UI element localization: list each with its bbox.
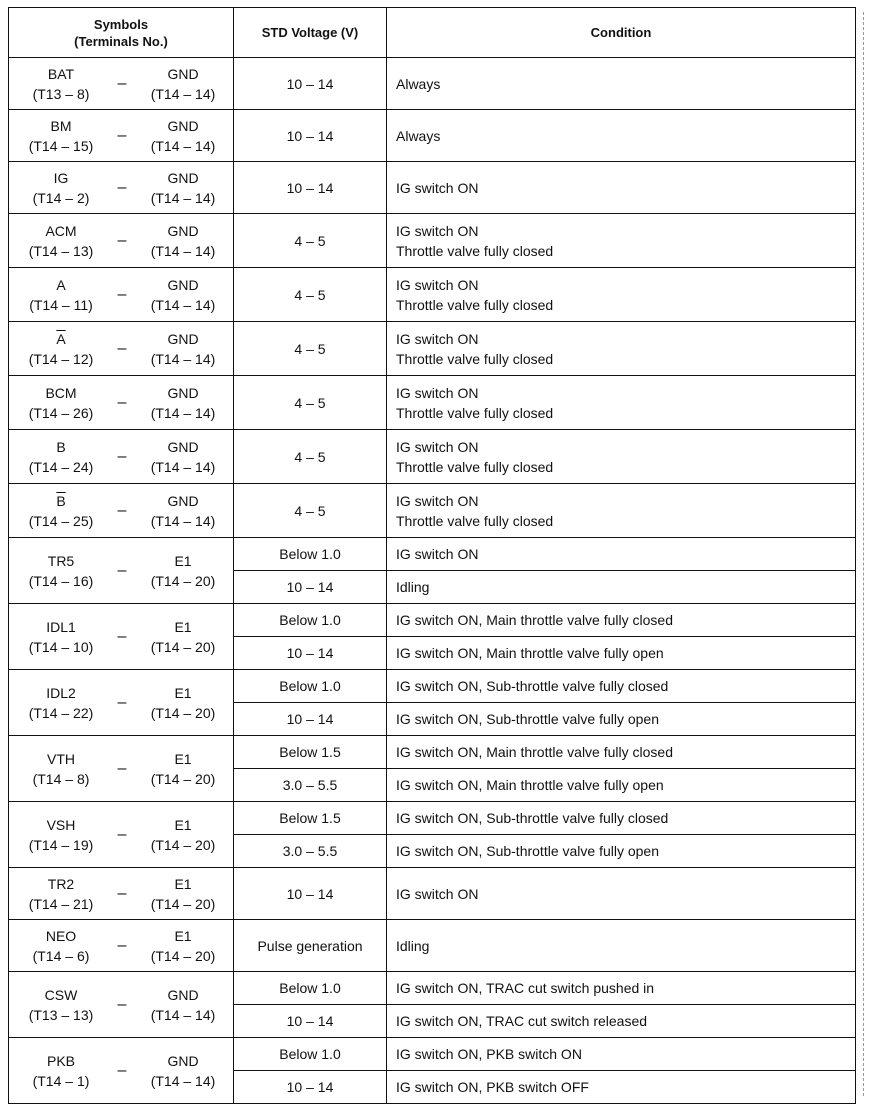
connector-dash: – xyxy=(117,1061,127,1079)
terminal-symbol: TR5 xyxy=(47,552,75,569)
std-voltage-cell: 10 – 14 xyxy=(234,637,387,670)
std-voltage-cell: Below 1.0 xyxy=(234,604,387,637)
header-condition: Condition xyxy=(387,8,856,58)
condition-line: IG switch ON, Sub-throttle valve fully open xyxy=(396,711,659,727)
condition-line: IG switch ON xyxy=(396,179,479,196)
terminal-ground xyxy=(139,874,227,914)
symbol-pair xyxy=(9,168,233,208)
condition-line: IG switch ON xyxy=(396,885,479,902)
table-body xyxy=(9,58,856,1104)
table-header xyxy=(9,8,856,58)
condition-line: IG switch ON, TRAC cut switch pushed in xyxy=(396,980,655,996)
terminal-signal xyxy=(17,1051,105,1091)
table-row xyxy=(9,430,856,484)
ground-terminal-number: (T14 – 14) xyxy=(150,242,216,259)
terminal-signal xyxy=(17,437,105,477)
symbol-cell xyxy=(9,376,234,430)
symbol-cell xyxy=(9,604,234,670)
table-row xyxy=(9,214,856,268)
terminal-symbol: BAT xyxy=(47,65,75,82)
connector-dash: – xyxy=(117,231,127,249)
std-voltage-cell: 10 – 14 xyxy=(234,58,387,110)
header-symbols-title: Symbols xyxy=(93,16,149,32)
symbol-pair xyxy=(9,275,233,315)
condition-line: IG switch ON xyxy=(396,492,479,509)
symbol-pair xyxy=(9,683,233,723)
terminal-ground xyxy=(139,749,227,789)
terminal-ground xyxy=(139,64,227,104)
symbol-cell xyxy=(9,430,234,484)
terminal-symbol: TR2 xyxy=(47,875,75,892)
ground-symbol: GND xyxy=(167,438,199,455)
condition-cell xyxy=(387,110,856,162)
condition-line: IG switch ON, Main throttle valve fully closed xyxy=(396,612,673,628)
terminal-ground xyxy=(139,683,227,723)
condition-cell xyxy=(387,58,856,110)
terminal-ground xyxy=(139,168,227,208)
terminal-number: (T14 – 11) xyxy=(29,296,93,313)
connector-dash: – xyxy=(117,447,127,465)
std-voltage-cell: 4 – 5 xyxy=(234,322,387,376)
terminal-signal xyxy=(17,749,105,789)
terminal-number: (T14 – 16) xyxy=(28,572,94,589)
condition-line: IG switch ON, Sub-throttle valve fully closed xyxy=(396,810,669,826)
std-voltage-cell: Below 1.0 xyxy=(234,670,387,703)
ground-terminal-number: (T14 – 14) xyxy=(150,296,216,313)
terminal-ground xyxy=(139,383,227,423)
terminal-number: (T14 – 19) xyxy=(28,836,94,853)
ground-terminal-number: (T14 – 14) xyxy=(150,85,216,102)
terminal-signal xyxy=(17,329,105,369)
symbol-cell xyxy=(9,972,234,1038)
symbol-cell xyxy=(9,670,234,736)
terminal-ground xyxy=(139,437,227,477)
ground-terminal-number: (T14 – 14) xyxy=(150,137,216,154)
terminal-number: (T14 – 12) xyxy=(28,350,94,367)
std-voltage-cell: 10 – 14 xyxy=(234,868,387,920)
terminal-ground xyxy=(139,926,227,966)
ground-symbol: GND xyxy=(167,222,199,239)
ground-symbol: GND xyxy=(167,65,199,82)
terminal-signal xyxy=(17,275,105,315)
symbol-pair xyxy=(9,221,233,261)
ground-terminal-number: (T14 – 14) xyxy=(150,1072,216,1089)
condition-cell xyxy=(387,736,856,769)
terminal-symbol: IDL1 xyxy=(46,618,76,635)
ground-terminal-number: (T14 – 14) xyxy=(150,189,216,206)
terminal-ground xyxy=(139,985,227,1025)
ground-symbol: GND xyxy=(167,1052,199,1069)
condition-cell xyxy=(387,637,856,670)
header-voltage: STD Voltage (V) xyxy=(234,8,387,58)
condition-cell xyxy=(387,835,856,868)
std-voltage-cell: 3.0 – 5.5 xyxy=(234,835,387,868)
terminal-signal xyxy=(17,491,105,531)
condition-cell xyxy=(387,162,856,214)
terminal-ground xyxy=(139,1051,227,1091)
terminal-ground xyxy=(139,221,227,261)
symbol-cell xyxy=(9,1038,234,1104)
terminal-symbol: $\overline{A}$ xyxy=(56,330,66,347)
condition-line: Idling xyxy=(396,579,430,595)
terminal-number: (T14 – 8) xyxy=(32,770,90,787)
page-edge-rule xyxy=(863,12,864,1096)
terminal-symbol: $\overline{B}$ xyxy=(56,492,66,509)
ground-terminal-number: (T14 – 14) xyxy=(150,512,216,529)
condition-line: Always xyxy=(396,75,441,92)
table-row xyxy=(9,1038,856,1071)
terminal-number: (T14 – 22) xyxy=(28,704,94,721)
ground-symbol: GND xyxy=(167,384,199,401)
ground-symbol: GND xyxy=(167,330,199,347)
symbol-pair xyxy=(9,1051,233,1091)
condition-cell xyxy=(387,1038,856,1071)
std-voltage-cell: 4 – 5 xyxy=(234,376,387,430)
std-voltage-cell: Below 1.0 xyxy=(234,538,387,571)
condition-line: IG switch ON xyxy=(396,384,479,401)
ground-symbol: E1 xyxy=(174,552,192,569)
ground-symbol: GND xyxy=(167,117,199,134)
ground-terminal-number: (T14 – 20) xyxy=(150,704,216,721)
terminal-number: (T14 – 26) xyxy=(28,404,94,421)
condition-cell xyxy=(387,430,856,484)
ground-terminal-number: (T14 – 20) xyxy=(150,836,216,853)
table-row xyxy=(9,670,856,703)
std-voltage-cell: Below 1.5 xyxy=(234,802,387,835)
terminal-number: (T14 – 21) xyxy=(28,895,94,912)
symbol-pair xyxy=(9,116,233,156)
condition-line: IG switch ON, TRAC cut switch released xyxy=(396,1013,648,1029)
connector-dash: – xyxy=(117,74,127,92)
ground-terminal-number: (T14 – 14) xyxy=(150,458,216,475)
terminal-symbol: B xyxy=(56,438,66,455)
table-row xyxy=(9,538,856,571)
std-voltage-cell: 4 – 5 xyxy=(234,430,387,484)
std-voltage-cell: 10 – 14 xyxy=(234,1071,387,1104)
connector-dash: – xyxy=(117,693,127,711)
terminal-number: (T13 – 13) xyxy=(28,1006,94,1023)
condition-line: IG switch ON, PKB switch ON xyxy=(396,1046,582,1062)
terminal-signal xyxy=(17,383,105,423)
condition-line: Throttle valve fully closed xyxy=(396,458,554,475)
ground-terminal-number: (T14 – 20) xyxy=(150,895,216,912)
connector-dash: – xyxy=(117,393,127,411)
terminal-number: (T14 – 2) xyxy=(32,189,90,206)
terminal-ground xyxy=(139,815,227,855)
symbol-cell xyxy=(9,538,234,604)
condition-line: IG switch ON xyxy=(396,276,479,293)
condition-line: IG switch ON, Main throttle valve fully open xyxy=(396,645,664,661)
ground-terminal-number: (T14 – 14) xyxy=(150,404,216,421)
condition-line: IG switch ON xyxy=(396,438,479,455)
symbol-cell xyxy=(9,736,234,802)
condition-line: IG switch ON xyxy=(396,546,479,562)
table-row xyxy=(9,268,856,322)
table-row xyxy=(9,972,856,1005)
std-voltage-cell: 10 – 14 xyxy=(234,1005,387,1038)
terminal-symbol: IDL2 xyxy=(46,684,76,701)
terminal-symbol: BCM xyxy=(45,384,77,401)
condition-cell xyxy=(387,920,856,972)
table-row xyxy=(9,736,856,769)
terminal-signal xyxy=(17,168,105,208)
std-voltage-cell: 10 – 14 xyxy=(234,162,387,214)
condition-line: IG switch ON, Main throttle valve fully open xyxy=(396,777,664,793)
symbol-cell xyxy=(9,484,234,538)
symbol-cell xyxy=(9,214,234,268)
ground-symbol: GND xyxy=(167,492,199,509)
condition-line: IG switch ON, Sub-throttle valve fully closed xyxy=(396,678,669,694)
symbol-cell xyxy=(9,802,234,868)
connector-dash: – xyxy=(117,561,127,579)
terminal-ground xyxy=(139,275,227,315)
std-voltage-cell: 10 – 14 xyxy=(234,703,387,736)
table-row xyxy=(9,162,856,214)
connector-dash: – xyxy=(117,936,127,954)
symbol-cell xyxy=(9,920,234,972)
std-voltage-cell: Below 1.0 xyxy=(234,1038,387,1071)
terminal-symbol: BM xyxy=(50,117,72,134)
condition-cell xyxy=(387,571,856,604)
ground-symbol: GND xyxy=(167,169,199,186)
terminal-number: (T14 – 1) xyxy=(32,1072,90,1089)
terminal-symbol: IG xyxy=(53,169,69,186)
symbol-pair xyxy=(9,815,233,855)
std-voltage-cell: 3.0 – 5.5 xyxy=(234,769,387,802)
terminal-ground xyxy=(139,491,227,531)
condition-line: Idling xyxy=(396,937,430,954)
terminal-symbol: VSH xyxy=(46,816,76,833)
condition-cell xyxy=(387,769,856,802)
terminal-signal xyxy=(17,116,105,156)
terminal-symbol: A xyxy=(56,276,66,293)
std-voltage-cell: Pulse generation xyxy=(234,920,387,972)
terminal-number: (T14 – 13) xyxy=(28,242,94,259)
condition-line: IG switch ON, Sub-throttle valve fully open xyxy=(396,843,659,859)
terminal-ground xyxy=(139,116,227,156)
std-voltage-cell: 4 – 5 xyxy=(234,268,387,322)
condition-cell xyxy=(387,703,856,736)
ground-terminal-number: (T14 – 14) xyxy=(150,1006,216,1023)
terminal-number: (T14 – 6) xyxy=(32,947,90,964)
terminal-signal xyxy=(17,221,105,261)
condition-cell xyxy=(387,214,856,268)
condition-cell xyxy=(387,802,856,835)
condition-cell xyxy=(387,868,856,920)
terminal-symbol: VTH xyxy=(47,750,75,767)
symbol-pair xyxy=(9,329,233,369)
condition-line: Throttle valve fully closed xyxy=(396,512,554,529)
symbol-cell xyxy=(9,268,234,322)
ground-symbol: E1 xyxy=(174,816,192,833)
ground-symbol: GND xyxy=(167,986,199,1003)
connector-dash: – xyxy=(117,825,127,843)
symbol-pair xyxy=(9,749,233,789)
symbol-cell xyxy=(9,110,234,162)
condition-line: Throttle valve fully closed xyxy=(396,242,554,259)
ground-terminal-number: (T14 – 14) xyxy=(150,350,216,367)
terminal-signal xyxy=(17,926,105,966)
symbol-pair xyxy=(9,437,233,477)
symbol-pair xyxy=(9,874,233,914)
terminal-signal xyxy=(17,64,105,104)
condition-line: Throttle valve fully closed xyxy=(396,296,554,313)
table-row xyxy=(9,604,856,637)
symbol-pair xyxy=(9,985,233,1025)
condition-cell xyxy=(387,604,856,637)
condition-cell xyxy=(387,322,856,376)
condition-line: IG switch ON, Main throttle valve fully closed xyxy=(396,744,673,760)
terminal-signal xyxy=(17,683,105,723)
condition-line: IG switch ON xyxy=(396,330,479,347)
condition-cell xyxy=(387,538,856,571)
ground-terminal-number: (T14 – 20) xyxy=(150,770,216,787)
terminal-signal xyxy=(17,551,105,591)
terminal-number: (T14 – 15) xyxy=(28,137,94,154)
terminal-ground xyxy=(139,329,227,369)
std-voltage-cell: Below 1.0 xyxy=(234,972,387,1005)
condition-line: Always xyxy=(396,127,441,144)
condition-cell xyxy=(387,268,856,322)
condition-line: IG switch ON xyxy=(396,222,479,239)
table-row xyxy=(9,920,856,972)
symbol-pair xyxy=(9,491,233,531)
connector-dash: – xyxy=(117,627,127,645)
condition-cell xyxy=(387,670,856,703)
header-symbols xyxy=(9,8,234,58)
condition-line: Throttle valve fully closed xyxy=(396,404,554,421)
table-row xyxy=(9,110,856,162)
table-row xyxy=(9,484,856,538)
condition-cell xyxy=(387,1071,856,1104)
terminal-voltage-table xyxy=(8,7,856,1104)
symbol-cell xyxy=(9,322,234,376)
ground-symbol: E1 xyxy=(174,618,192,635)
connector-dash: – xyxy=(117,995,127,1013)
terminal-ground xyxy=(139,617,227,657)
terminal-number: (T14 – 10) xyxy=(28,638,94,655)
symbol-pair xyxy=(9,383,233,423)
ground-symbol: E1 xyxy=(174,750,192,767)
terminal-symbol: ACM xyxy=(45,222,77,239)
terminal-number: (T13 – 8) xyxy=(32,85,90,102)
std-voltage-cell: 10 – 14 xyxy=(234,571,387,604)
table-row xyxy=(9,802,856,835)
condition-line: IG switch ON, PKB switch OFF xyxy=(396,1079,589,1095)
std-voltage-cell: 4 – 5 xyxy=(234,484,387,538)
condition-line: Throttle valve fully closed xyxy=(396,350,554,367)
table-row xyxy=(9,322,856,376)
terminal-signal xyxy=(17,985,105,1025)
ground-terminal-number: (T14 – 20) xyxy=(150,638,216,655)
ground-symbol: E1 xyxy=(174,927,192,944)
connector-dash: – xyxy=(117,285,127,303)
ground-symbol: E1 xyxy=(174,875,192,892)
ground-symbol: E1 xyxy=(174,684,192,701)
symbol-pair xyxy=(9,551,233,591)
condition-cell xyxy=(387,972,856,1005)
terminal-signal xyxy=(17,874,105,914)
terminal-ground xyxy=(139,551,227,591)
condition-cell xyxy=(387,376,856,430)
condition-cell xyxy=(387,1005,856,1038)
table-row xyxy=(9,868,856,920)
std-voltage-cell: 10 – 14 xyxy=(234,110,387,162)
terminal-signal xyxy=(17,815,105,855)
condition-cell xyxy=(387,484,856,538)
std-voltage-cell: Below 1.5 xyxy=(234,736,387,769)
connector-dash: – xyxy=(117,884,127,902)
connector-dash: – xyxy=(117,501,127,519)
terminal-signal xyxy=(17,617,105,657)
ground-symbol: GND xyxy=(167,276,199,293)
symbol-pair xyxy=(9,926,233,966)
std-voltage-cell: 4 – 5 xyxy=(234,214,387,268)
terminal-symbol: PKB xyxy=(46,1052,75,1069)
symbol-pair xyxy=(9,64,233,104)
connector-dash: – xyxy=(117,126,127,144)
ground-terminal-number: (T14 – 20) xyxy=(150,572,216,589)
terminal-number: (T14 – 24) xyxy=(28,458,94,475)
symbol-cell xyxy=(9,162,234,214)
terminal-symbol: NEO xyxy=(45,927,77,944)
connector-dash: – xyxy=(117,339,127,357)
table-row xyxy=(9,58,856,110)
connector-dash: – xyxy=(117,759,127,777)
ground-terminal-number: (T14 – 20) xyxy=(150,947,216,964)
table-row xyxy=(9,376,856,430)
symbol-cell xyxy=(9,58,234,110)
symbol-pair xyxy=(9,617,233,657)
header-terminals-subtitle: (Terminals No.) xyxy=(74,33,168,49)
connector-dash: – xyxy=(117,178,127,196)
terminal-number: (T14 – 25) xyxy=(28,512,94,529)
symbol-cell xyxy=(9,868,234,920)
terminal-symbol: CSW xyxy=(44,986,78,1003)
